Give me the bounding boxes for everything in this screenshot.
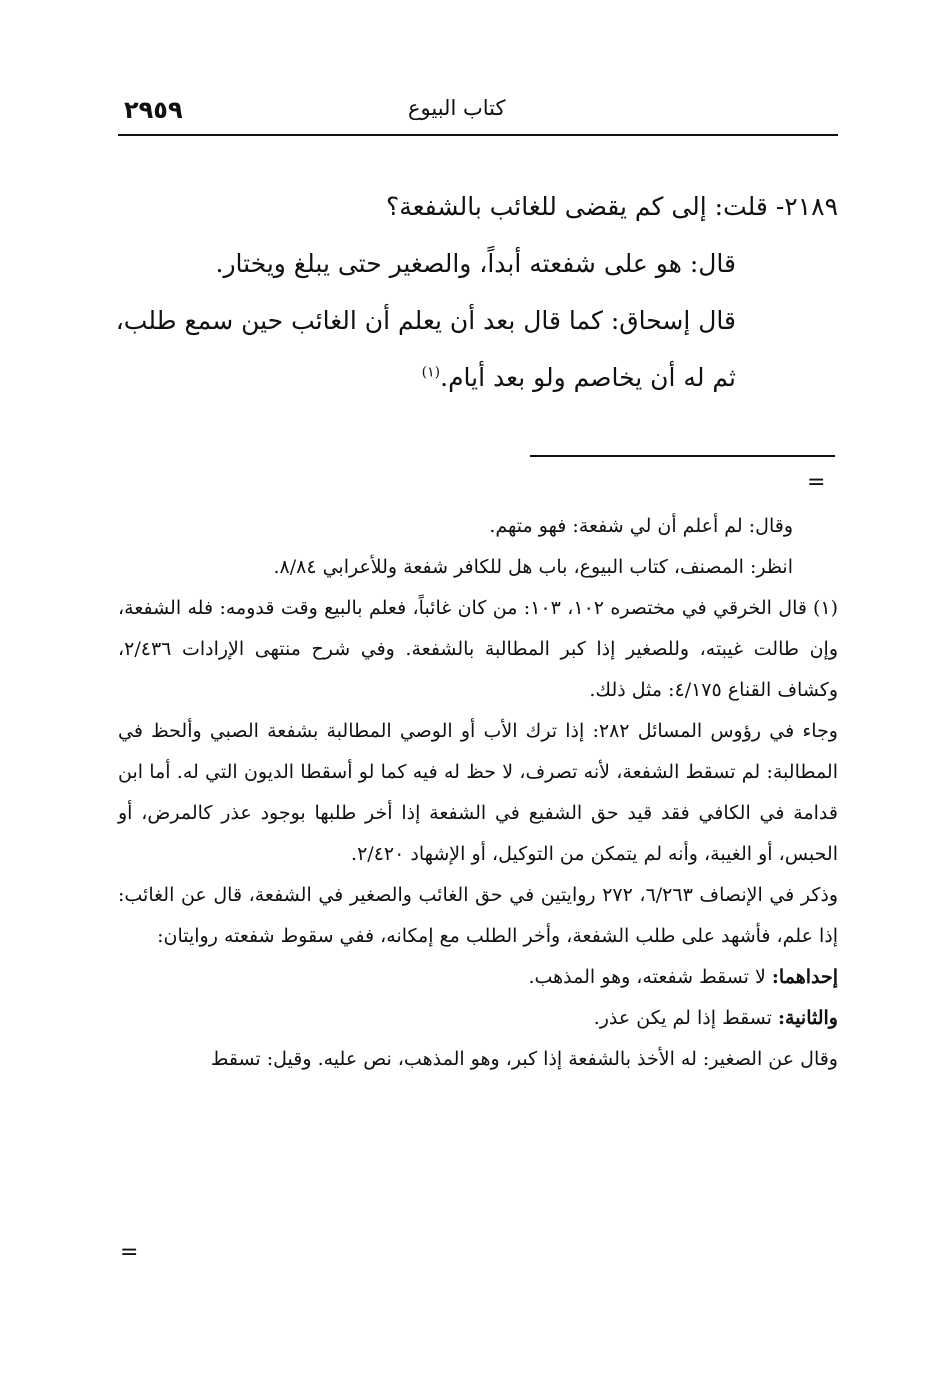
continuation-mark: =: [807, 470, 826, 495]
footnote-1-text: قال الخرقي في مختصره ١٠٢، ١٠٣: من كان غائباً، فعلم بالبيع وقت قدومه: فله الشفعة، وإن طالت غيبته، وللصغير إذا كبر المطالبة بالشفعة. وفي شرح منتهى الإرادات ٢/٤٣٦، وكشاف القناع ٤/١٧٥: مثل ذلك.: [118, 597, 838, 701]
page-number: ٢٩٥٩: [124, 96, 183, 124]
ishaq-line: قال إسحاق: كما قال بعد أن يعلم أن الغائب حين سمع طلب،: [115, 306, 736, 335]
item-2-text: تسقط إذا لم يكن عذر.: [593, 1007, 772, 1029]
fn-continued-line-2: انظر: المصنف، كتاب البيوع، باب هل للكافر شفعة وللأعرابي ٨/٨٤.: [273, 556, 793, 578]
answer-line: قال: هو على شفعته أبداً، والصغير حتى يبلغ ويختار.: [215, 249, 736, 278]
ishaq-line-cont-text: ثم له أن يخاصم ولو بعد أيام.: [440, 363, 736, 392]
item-1-label: إحداهما:: [771, 966, 838, 988]
ishaq-line-cont: [150, 349, 838, 406]
page-header: [118, 92, 838, 132]
footnotes: [118, 506, 838, 1080]
item-1-text: لا تسقط شفعته، وهو المذهب.: [528, 966, 766, 988]
header-rule: [118, 134, 838, 136]
question-line: ٢١٨٩- قلت: إلى كم يقضى للغائب بالشفعة؟: [385, 192, 838, 221]
footnote-rule: [530, 455, 835, 457]
footnote-ref: (١): [421, 364, 441, 381]
fn-continued-line-1: وقال: لم أعلم أن لي شفعة: فهو متهم.: [489, 515, 793, 537]
footnote-1-number: (١): [812, 597, 839, 619]
item-2-label: والثانية:: [778, 1007, 838, 1029]
footnote-item-1: [118, 957, 838, 998]
bottom-continuation-mark: =: [120, 1240, 139, 1265]
footnote-1: [118, 588, 838, 711]
footnote-para-4: وقال عن الصغير: له الأخذ بالشفعة إذا كبر، وهو المذهب، نص عليه. وقيل: تسقط: [210, 1048, 838, 1070]
footnote-para-3: وذكر في الإنصاف ٦/٢٦٣، ٢٧٢ روايتين في حق الغائب والصغير في الشفعة، قال عن الغائب: إذا علم، فأشهد على طلب الشفعة، وأخر الطلب مع إمكانه، ففي سقوط شفعته روايتان:: [118, 884, 839, 947]
main-text: [115, 178, 838, 406]
running-title: كتاب البيوع: [408, 96, 506, 120]
footnote-para-2: وجاء في رؤوس المسائل ٢٨٢: إذا ترك الأب أو الوصي المطالبة بشفعة الصبي وألحظ في المطالبة: لم تسقط الشفعة، لأنه تصرف، لا حظ له فيه كما لو أسقطا الديون التي له. أما ابن قدامة في الكافي فقد قيد حق الشفيع في الشفعة إذا أخر طلبها بوجود عذر كالمرض، أو الحبس، أو الغيبة، وأنه لم يتمكن من التوكيل، أو الإشهاد ٢/٤٢٠.: [118, 720, 838, 865]
footnote-item-2: [118, 998, 838, 1039]
